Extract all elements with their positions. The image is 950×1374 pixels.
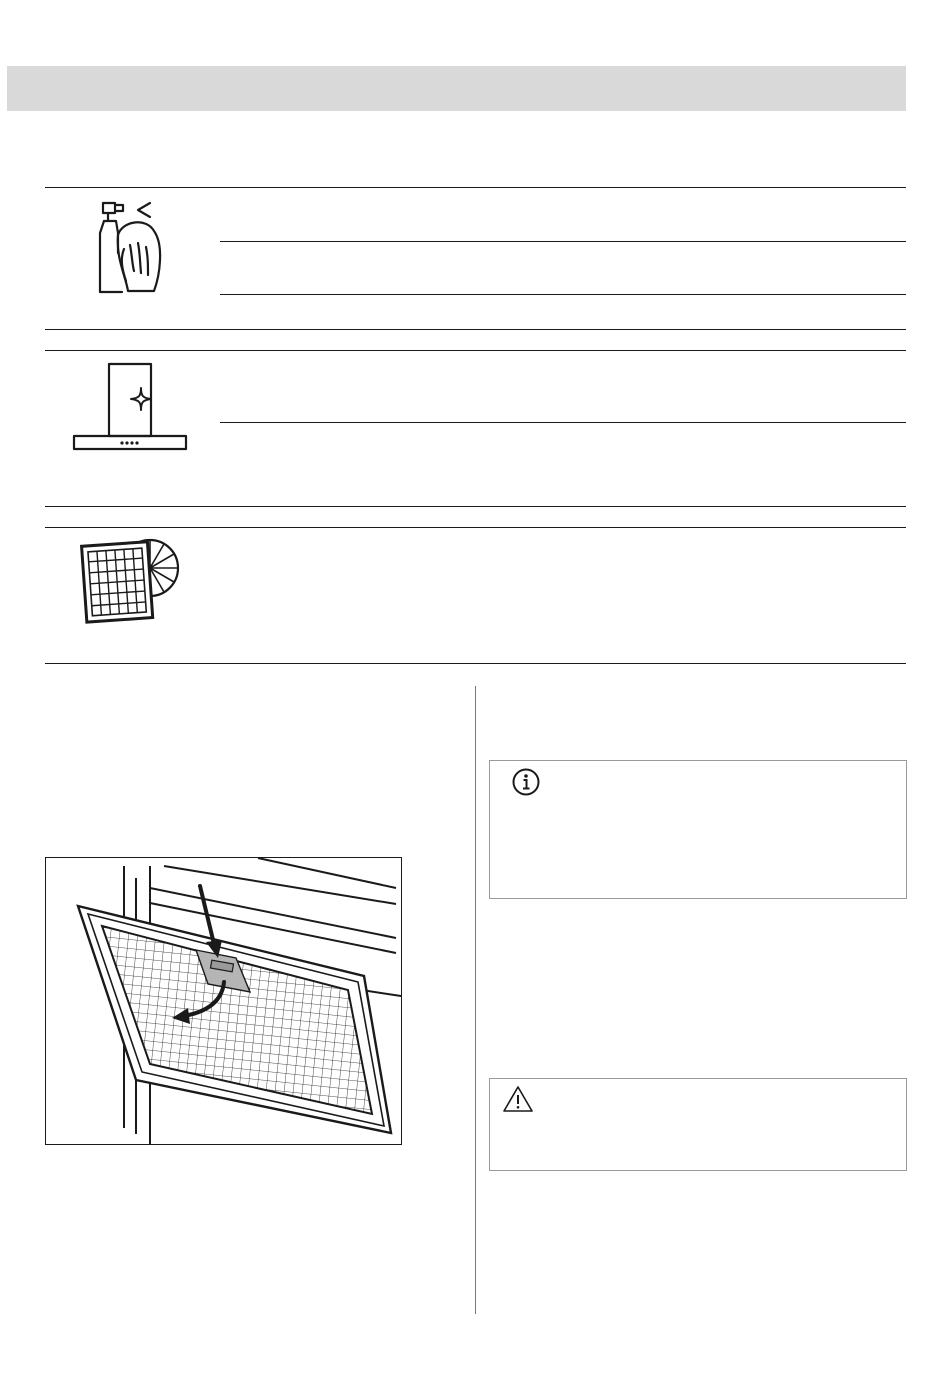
grease-filter-removal-illustration [46, 858, 401, 1144]
table-row-bottom-border [45, 506, 906, 507]
column-divider [475, 686, 476, 1314]
table-row-divider [220, 241, 906, 242]
table-row-top-border [45, 350, 906, 351]
table-row-top-border [45, 527, 906, 528]
warning-box [489, 1078, 907, 1171]
table-row-bottom-border [45, 663, 906, 664]
filter-icon [78, 532, 182, 634]
table-row-divider [220, 422, 906, 423]
info-icon [511, 767, 541, 797]
table-row-top-border [45, 187, 906, 188]
grease-filter-figure [45, 857, 402, 1145]
hood-sparkle-icon [72, 362, 188, 454]
warning-icon [502, 1085, 534, 1113]
table-row-divider [220, 294, 906, 295]
table-row-bottom-border [45, 329, 906, 330]
info-box [489, 760, 907, 899]
section-header-bar [7, 66, 906, 111]
spray-cloth-icon [88, 195, 166, 297]
